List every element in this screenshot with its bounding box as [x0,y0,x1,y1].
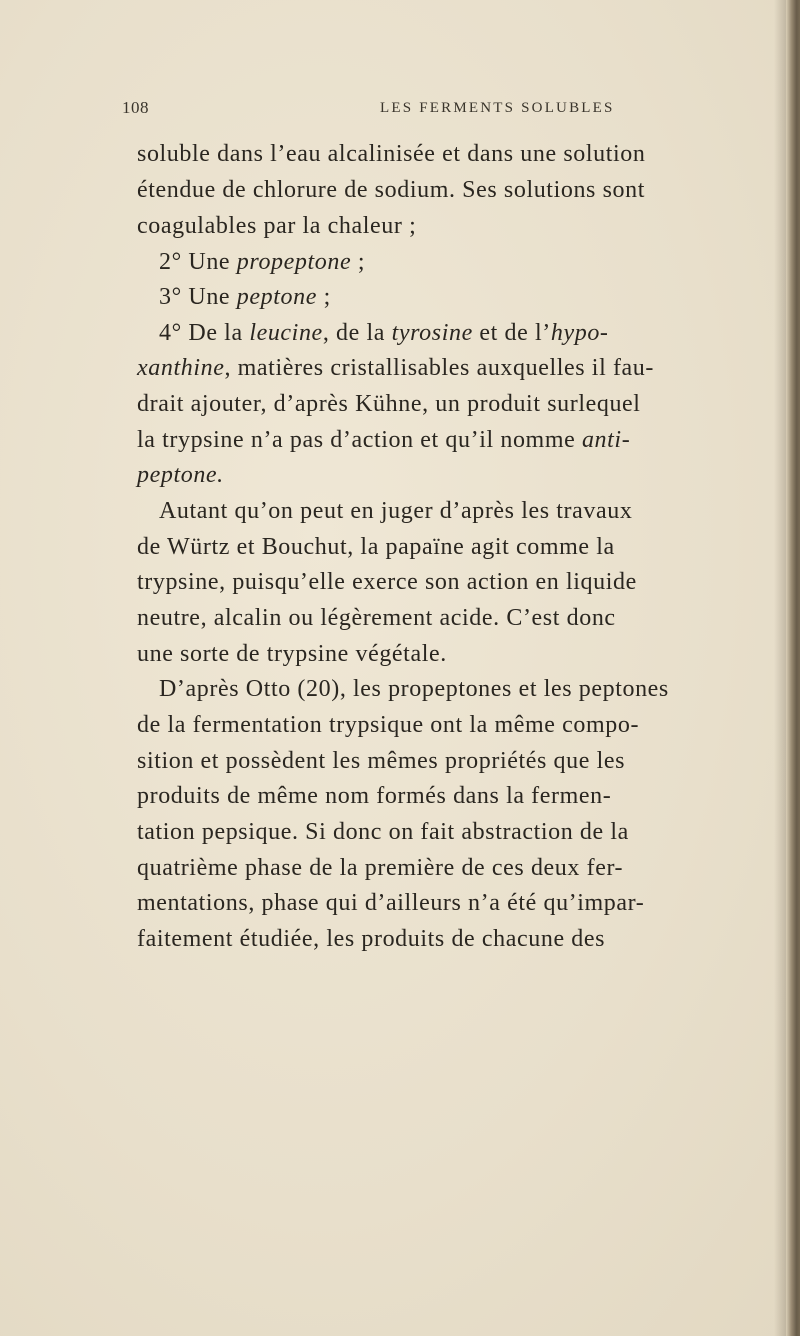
book-edge [786,0,800,1336]
text-line: de Würtz et Bouchut, la papaïne agit comme la [137,534,615,560]
text-line: peptone. [137,462,224,488]
page-header [122,98,734,128]
text-line: neutre, alcalin ou légèrement acide. C’est donc [137,605,616,631]
text-line: 4° De la leucine, de la tyrosine et de l’hypo- [159,320,609,346]
text-line: 2° Une propeptone ; [159,249,366,275]
text-line: une sorte de trypsine végétale. [137,641,447,667]
text-line: faitement étudiée, les produits de chacune des [137,926,606,952]
text-line: étendue de chlorure de sodium. Ses solutions sont [137,177,645,203]
text-line: sition et possèdent les mêmes propriétés que les [137,748,626,774]
text-line: drait ajouter, d’après Kühne, un produit surlequel [137,391,641,417]
running-head: LES FERMENTS SOLUBLES [380,100,615,116]
text-line: quatrième phase de la première de ces deux fer- [137,855,624,881]
text-line: mentations, phase qui d’ailleurs n’a été qu’impar- [137,890,645,916]
text-line: coagulables par la chaleur ; [137,213,417,239]
text-line: tation pepsique. Si donc on fait abstraction de la [137,819,629,845]
text-line: xanthine, matières cristallisables auxquelles il fau- [137,355,654,381]
text-line: soluble dans l’eau alcalinisée et dans une solution [137,141,646,167]
page-number: 108 [122,98,149,117]
text-line: trypsine, puisqu’elle exerce son action en liquide [137,569,637,595]
text-line: D’après Otto (20), les propeptones et les peptones [159,676,669,702]
page-edge-shadow [774,0,786,1336]
text-line: la trypsine n’a pas d’action et qu’il nomme anti- [137,427,631,453]
text-line: de la fermentation trypsique ont la même compo- [137,712,640,738]
text-line: 3° Une peptone ; [159,284,331,310]
text-line: Autant qu’on peut en juger d’après les travaux [159,498,633,524]
text-line: produits de même nom formés dans la fermen- [137,783,612,809]
